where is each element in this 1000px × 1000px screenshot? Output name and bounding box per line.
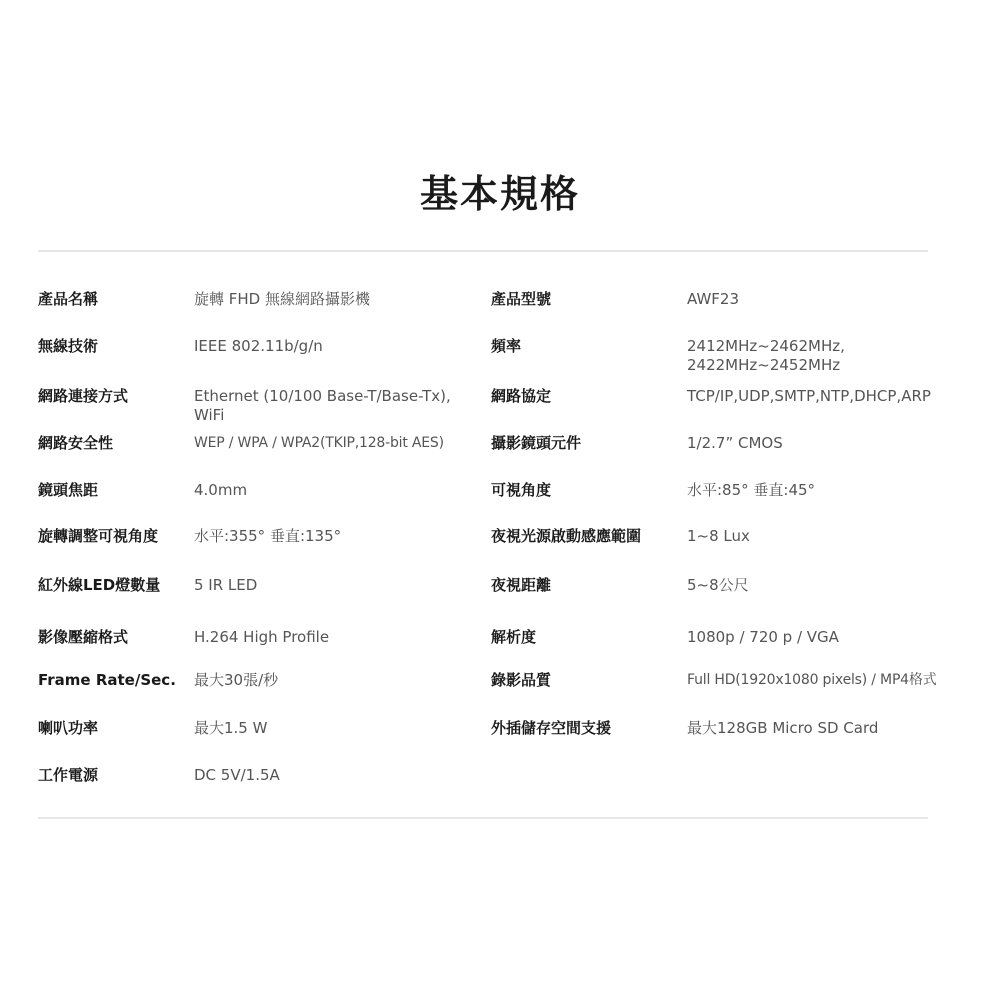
- spec-value: TCP/IP,UDP,SMTP,NTP,DHCP,ARP: [687, 387, 931, 405]
- spec-label: 網路安全性: [38, 434, 114, 452]
- spec-label: 無線技術: [38, 337, 99, 355]
- spec-label: 錄影品質: [491, 671, 552, 689]
- spec-label: 工作電源: [38, 766, 99, 784]
- spec-value: 水平:85° 垂直:45°: [687, 481, 816, 499]
- spec-value: 1/2.7” CMOS: [687, 434, 783, 452]
- bottom-divider: [38, 817, 928, 819]
- spec-row: [0, 434, 1000, 474]
- spec-value: IEEE 802.11b/g/n: [194, 337, 323, 355]
- spec-value: 最大128GB Micro SD Card: [687, 719, 879, 737]
- spec-label: 網路協定: [491, 387, 552, 405]
- spec-value: Full HD(1920x1080 pixels) / MP4格式: [687, 672, 937, 688]
- spec-value: 1080p / 720 p / VGA: [687, 628, 839, 646]
- spec-label: 外插儲存空間支援: [491, 719, 612, 737]
- spec-value: DC 5V/1.5A: [194, 766, 280, 784]
- spec-value: 水平:355° 垂直:135°: [194, 527, 342, 545]
- spec-label: 產品名稱: [38, 290, 99, 308]
- spec-label: 夜視距離: [491, 576, 552, 594]
- spec-label: 旋轉調整可視角度: [38, 527, 159, 545]
- spec-row: [0, 387, 1000, 427]
- spec-row: [0, 628, 1000, 668]
- spec-label: 產品型號: [491, 290, 552, 308]
- spec-label: 可視角度: [491, 481, 552, 499]
- spec-value: H.264 High Profile: [194, 628, 330, 646]
- spec-value: AWF23: [687, 290, 739, 308]
- spec-value: 最大30張/秒: [194, 671, 279, 689]
- spec-label: 頻率: [491, 337, 522, 355]
- top-divider: [38, 250, 928, 252]
- spec-value: 2412MHz~2462MHz, 2422MHz~2452MHz: [687, 337, 845, 374]
- spec-row: [0, 290, 1000, 330]
- spec-row: [0, 671, 1000, 711]
- spec-label: 影像壓縮格式: [38, 628, 129, 646]
- spec-label: 解析度: [491, 628, 537, 646]
- spec-row: [0, 576, 1000, 616]
- spec-value: 5~8公尺: [687, 576, 749, 594]
- spec-value: WEP / WPA / WPA2(TKIP,128-bit AES): [194, 435, 444, 451]
- spec-label: 攝影鏡頭元件: [491, 434, 582, 452]
- spec-value: 5 IR LED: [194, 576, 258, 594]
- spec-value: 4.0mm: [194, 481, 248, 499]
- spec-value: 最大1.5 W: [194, 719, 268, 737]
- spec-row: [0, 527, 1000, 567]
- spec-value: 1~8 Lux: [687, 527, 750, 545]
- spec-row: [0, 719, 1000, 759]
- spec-label: 夜視光源啟動感應範圍: [491, 527, 642, 545]
- spec-label: Frame Rate/Sec.: [38, 671, 176, 689]
- spec-row: [0, 481, 1000, 521]
- spec-value: 旋轉 FHD 無線網路攝影機: [194, 290, 370, 308]
- spec-label: 紅外線LED燈數量: [38, 576, 161, 594]
- spec-row: [0, 337, 1000, 377]
- spec-label: 鏡頭焦距: [38, 481, 99, 499]
- page-title: 基本規格: [419, 172, 580, 216]
- spec-label: 網路連接方式: [38, 387, 129, 405]
- spec-label: 喇叭功率: [38, 719, 99, 737]
- spec-row: [0, 766, 1000, 806]
- spec-value: Ethernet (10/100 Base-T/Base-Tx), WiFi: [194, 387, 451, 424]
